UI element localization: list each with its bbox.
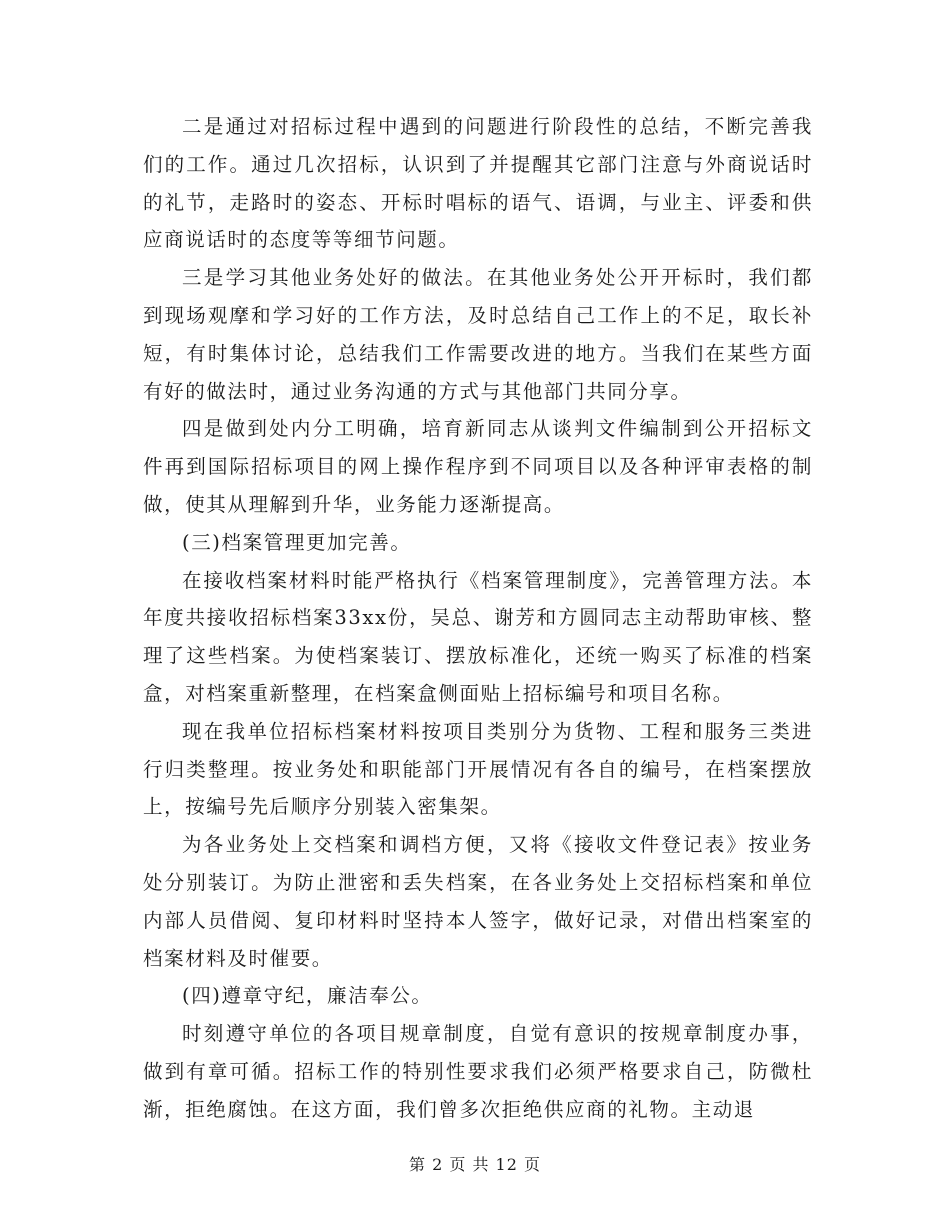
section-heading-archive: (三)档案管理更加完善。 [182,530,412,554]
paragraph-summary-problems: 二是通过对招标过程中遇到的问题进行阶段性的总结，不断完善我们的工作。通过几次招标，认识到了并提醒其它部门注意与外商说话时的礼节，走路时的姿态、开标时唱标的语气、语调，与业主、评委和供应商说话时的态度等等细节问题。 [143,115,813,252]
paragraph-discipline: 时刻遵守单位的各项目规章制度，自觉有意识的按规章制度办事，做到有章可循。招标工作的特别性要求我们必须严格要求自己，防微杜渐，拒绝腐蚀。在这方面，我们曾多次拒绝供应商的礼物。主动退 [143,1022,813,1121]
page-footer [0,1152,950,1175]
document-body [143,108,813,1129]
paragraph-archive-classification: 现在我单位招标档案材料按项目类别分为货物、工程和服务三类进行归类整理。按业务处和职能部门开展情况有各自的编号，在档案摆放上，按编号先后顺序分别装入密集架。 [143,719,813,819]
paragraph-division-of-labor: 四是做到处内分工明确，培育新同志从谈判文件编制到公开招标文件再到国际招标项目的网上操作程序到不同项目以及各种评审表格的制做，使其从理解到升华，业务能力逐渐提高。 [143,417,813,516]
paragraph-archive-receipt: 在接收档案材料时能严格执行《档案管理制度》，完善管理方法。本年度共接收招标档案33xx份，吴总、谢芳和方圆同志主动帮助审核、整理了这些档案。为使档案装订、摆放标准化，还统一购买了标准的档案盒，对档案重新整理，在档案盒侧面贴上招标编号和项目名称。 [143,568,813,705]
section-heading-discipline: (四)遵章守纪，廉洁奉公。 [182,984,433,1008]
page-number: 第 2 页 共 12 页 [409,1155,541,1174]
paragraph-archive-binding: 为各业务处上交档案和调档方便，又将《接收文件登记表》按业务处分别装订。为防止泄密和丢失档案，在各业务处上交招标档案和单位内部人员借阅、复印材料时坚持本人签字，做好记录，对借出档案室的档案材料及时催要。 [143,833,813,970]
paragraph-learn-practices: 三是学习其他业务处好的做法。在其他业务处公开开标时，我们都到现场观摩和学习好的工作方法，及时总结自己工作上的不足，取长补短，有时集体讨论，总结我们工作需要改进的地方。当我们在某些方面有好的做法时，通过业务沟通的方式与其他部门共同分享。 [143,266,813,403]
